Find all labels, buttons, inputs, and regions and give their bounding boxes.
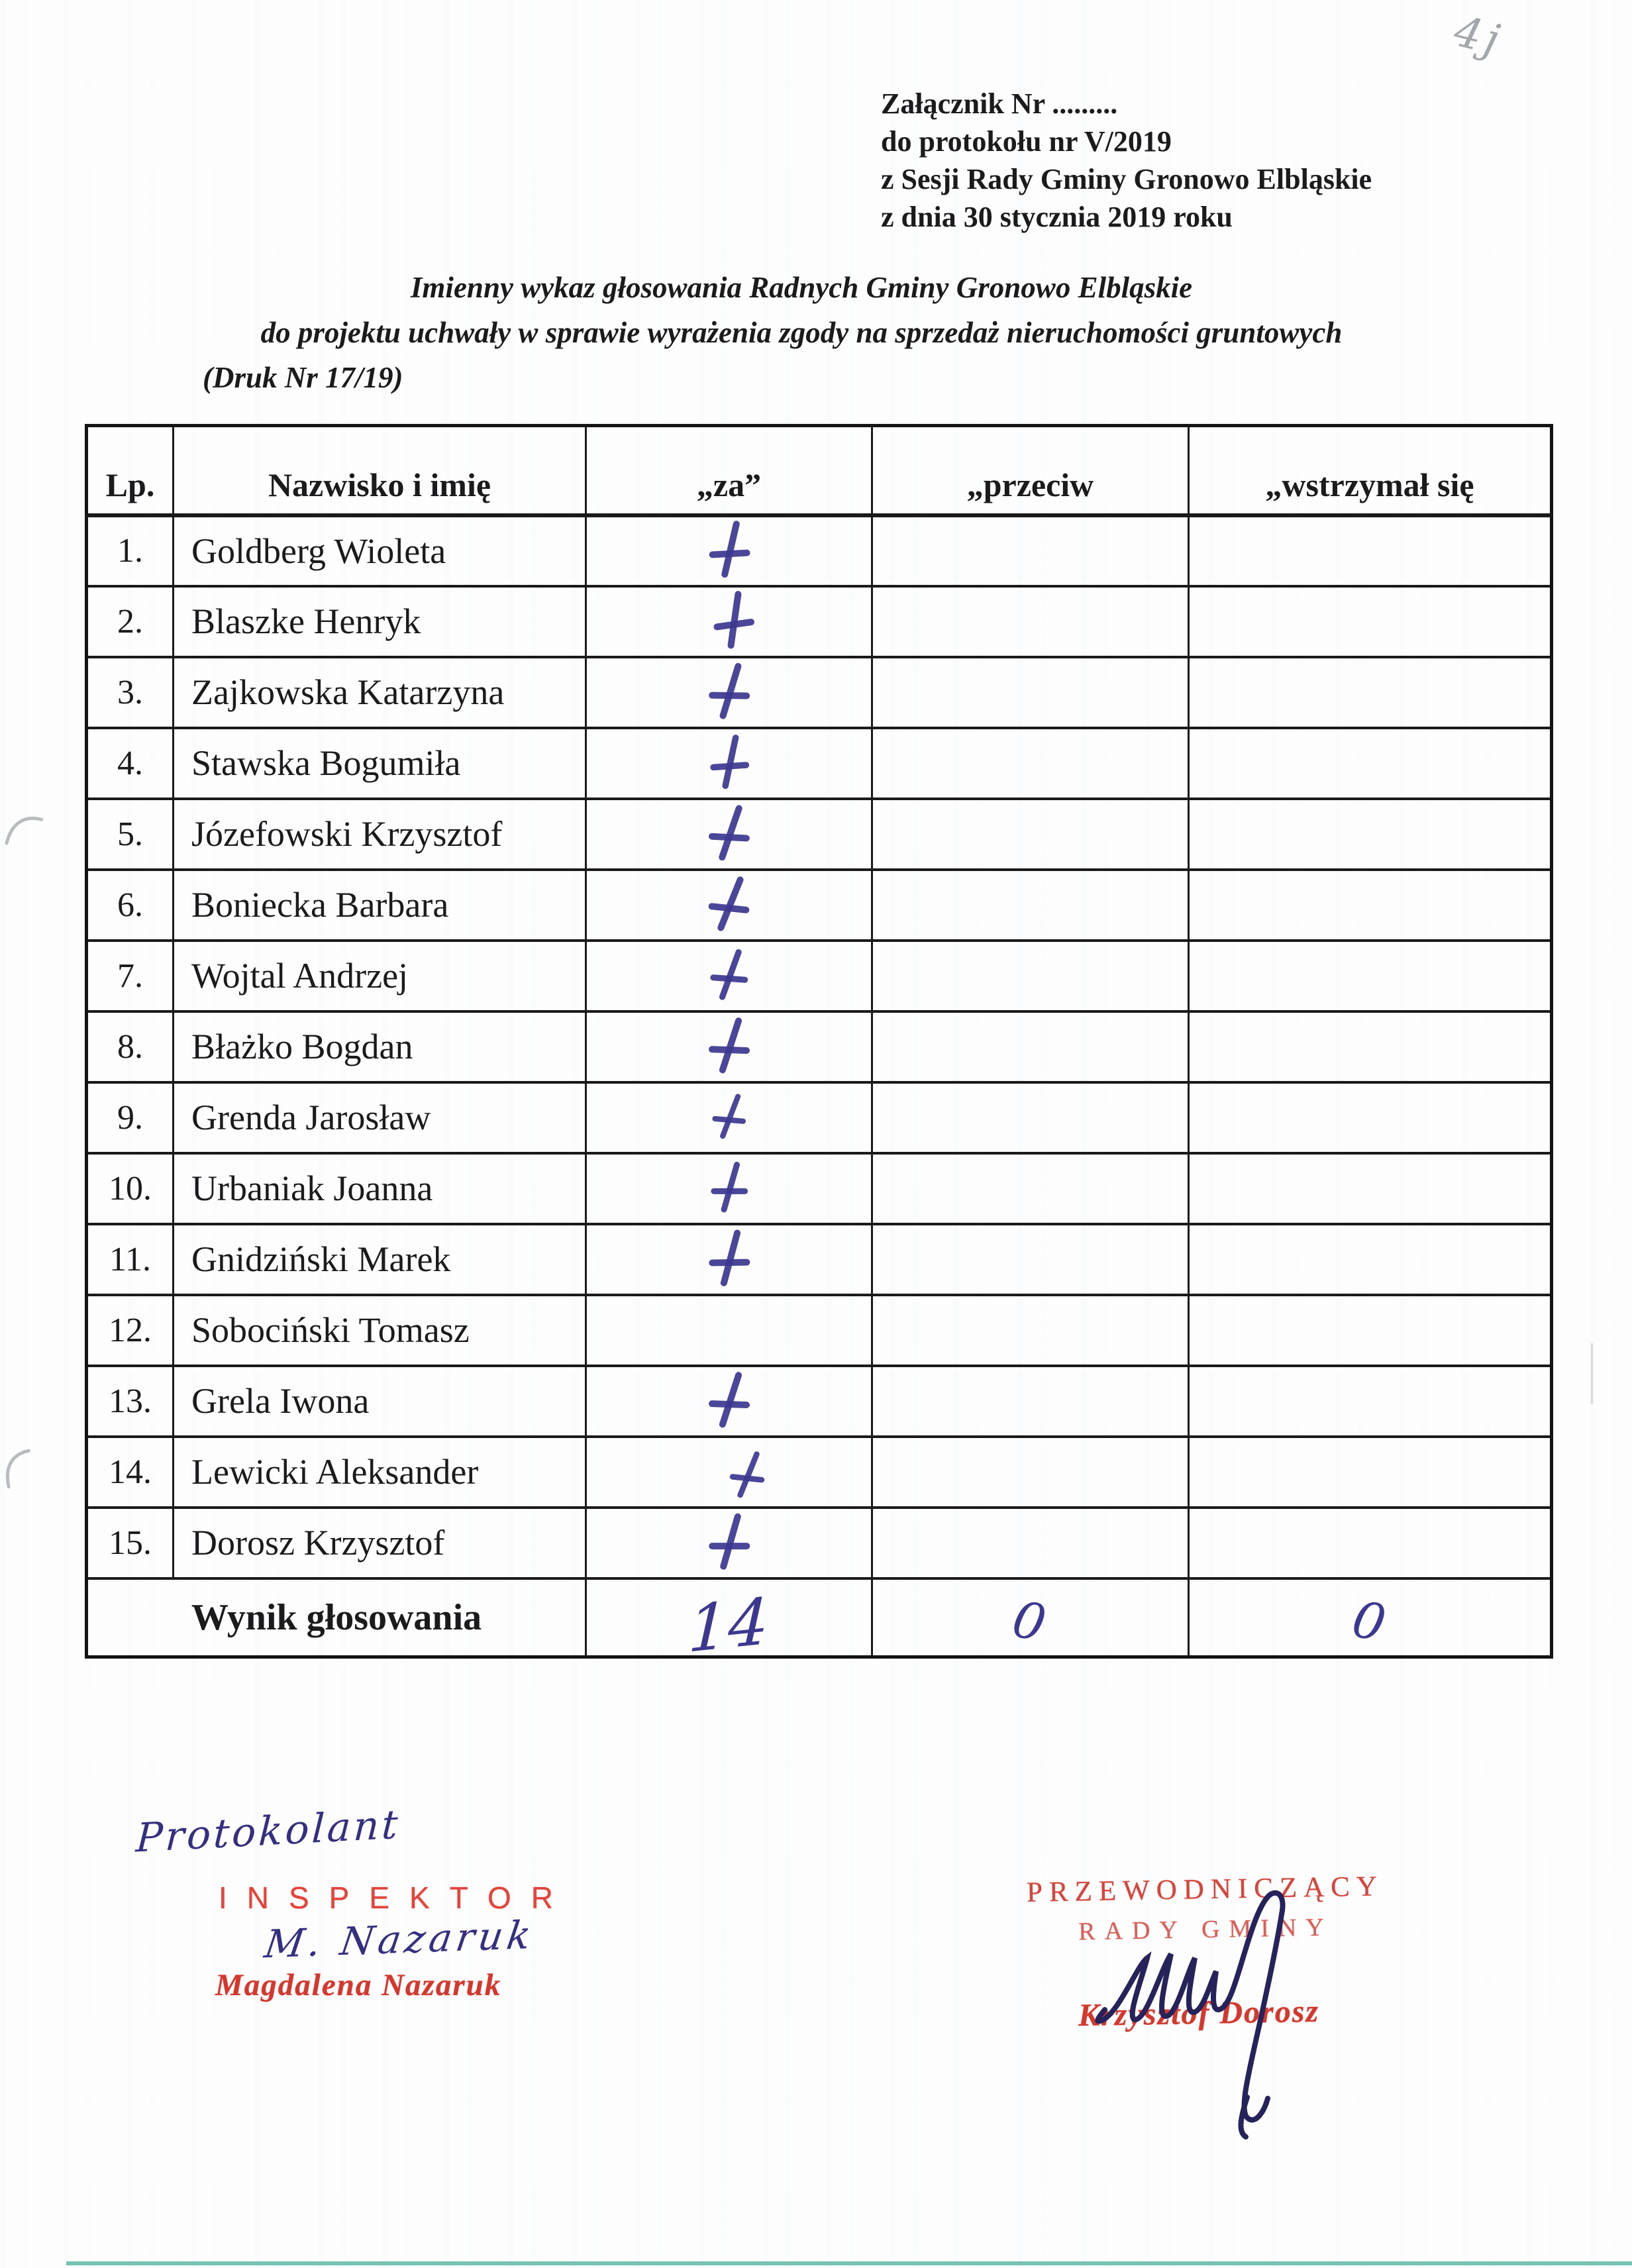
vote-plus-mark-icon — [705, 1225, 753, 1290]
row-name: Grela Iwona — [174, 1366, 586, 1437]
row-name: Grenda Jarosław — [174, 1082, 586, 1153]
table-row — [87, 1011, 1552, 1082]
row-wstrzymal-cell — [1189, 657, 1552, 728]
row-przeciw-cell — [872, 728, 1189, 799]
row-name: Wojtal Andrzej — [174, 941, 586, 1011]
row-przeciw-cell — [872, 586, 1189, 657]
row-za-cell — [586, 941, 872, 1011]
row-wstrzymal-cell — [1189, 941, 1552, 1011]
summary-label-cell — [87, 1578, 586, 1657]
row-name: Stawska Bogumiła — [174, 728, 586, 799]
row-za-cell — [586, 799, 872, 870]
summary-wstrzymal-cell — [1189, 1578, 1552, 1657]
column-header-name: Nazwisko i imię — [174, 426, 586, 515]
table-row — [87, 870, 1552, 941]
row-przeciw-cell — [872, 657, 1189, 728]
row-przeciw-cell — [872, 1437, 1189, 1508]
summary-przeciw-value: 0 — [1007, 1588, 1052, 1653]
row-przeciw-cell — [872, 799, 1189, 870]
vote-plus-mark-icon — [707, 1157, 751, 1215]
row-przeciw-cell — [872, 870, 1189, 941]
summary-row — [87, 1578, 1552, 1657]
row-name: Goldberg Wioleta — [174, 515, 586, 586]
column-header-wstrzymal: „wstrzymał się — [1189, 426, 1552, 515]
row-wstrzymal-cell — [1189, 1295, 1552, 1366]
row-przeciw-cell — [872, 1366, 1189, 1437]
row-number: 6. — [87, 870, 174, 941]
summary-za-cell — [586, 1578, 872, 1667]
row-number: 15. — [87, 1508, 174, 1578]
row-number: 7. — [87, 941, 174, 1011]
vote-plus-mark-icon — [703, 1366, 754, 1432]
row-wstrzymal-cell — [1189, 1437, 1552, 1508]
row-wstrzymal-cell — [1189, 1082, 1552, 1153]
row-wstrzymal-cell — [1189, 870, 1552, 941]
table-header-row — [87, 426, 1552, 515]
row-number: 4. — [87, 728, 174, 799]
vote-plus-mark-icon — [708, 732, 750, 791]
row-name: Urbaniak Joanna — [174, 1153, 586, 1224]
row-name: Sobociński Tomasz — [174, 1295, 586, 1366]
row-za-cell — [586, 1011, 872, 1082]
row-number: 5. — [87, 799, 174, 870]
row-name: Zajkowska Katarzyna — [174, 657, 586, 728]
date-line: z dnia 30 stycznia 2019 roku — [881, 201, 1233, 233]
table-row — [87, 657, 1552, 728]
vote-plus-mark-icon — [706, 517, 752, 580]
row-name: Boniecka Barbara — [174, 870, 586, 941]
vote-plus-mark-icon — [705, 1508, 753, 1573]
row-number: 1. — [87, 515, 174, 586]
pencil-margin-mark — [0, 1443, 48, 1493]
row-number: 12. — [87, 1295, 174, 1366]
row-za-cell — [586, 1224, 872, 1295]
scan-streak-artifact — [1591, 1343, 1593, 1404]
pencil-margin-mark — [1, 810, 48, 849]
row-przeciw-cell — [872, 1508, 1189, 1578]
column-header-lp: Lp. — [87, 426, 174, 515]
row-za-cell — [586, 1437, 872, 1508]
title-line-1: Imienny wykaz głosowania Radnych Gminy Gronowo Elbląskie — [410, 271, 1193, 304]
row-wstrzymal-cell — [1189, 1366, 1552, 1437]
table-row — [87, 799, 1552, 870]
pencil-corner-note: 4j — [1449, 7, 1508, 66]
row-number: 2. — [87, 586, 174, 657]
row-number: 13. — [87, 1366, 174, 1437]
row-number: 8. — [87, 1011, 174, 1082]
summary-label: Wynik głosowania — [191, 1596, 482, 1638]
inspektor-stamp: INSPEKTOR — [219, 1881, 573, 1915]
table-row — [87, 941, 1552, 1011]
table-row — [87, 1295, 1552, 1366]
row-number: 11. — [87, 1224, 174, 1295]
row-za-cell — [586, 657, 872, 728]
chairman-stamp-name: Krzysztof Dorosz — [1078, 1993, 1320, 2034]
row-wstrzymal-cell — [1189, 1011, 1552, 1082]
row-przeciw-cell — [872, 1153, 1189, 1224]
chairman-signature-scribble — [1086, 1880, 1351, 2145]
row-za-cell — [586, 1153, 872, 1224]
row-przeciw-cell — [872, 515, 1189, 586]
row-number: 10. — [87, 1153, 174, 1224]
row-wstrzymal-cell — [1189, 1224, 1552, 1295]
row-przeciw-cell — [872, 1011, 1189, 1082]
summary-za-value: 14 — [687, 1583, 770, 1667]
table-row — [87, 1437, 1552, 1508]
attachment-number-line: Załącznik Nr ......... — [881, 87, 1118, 120]
summary-wstrzymal-value: 0 — [1347, 1588, 1391, 1653]
row-za-cell — [586, 1508, 872, 1578]
row-za-cell — [586, 870, 872, 941]
table-row — [87, 1153, 1552, 1224]
row-wstrzymal-cell — [1189, 1508, 1552, 1578]
vote-plus-mark-icon — [704, 658, 754, 723]
vote-plus-mark-icon — [707, 1088, 751, 1143]
row-wstrzymal-cell — [1189, 515, 1552, 586]
row-za-cell — [586, 515, 872, 586]
table-row — [87, 1366, 1552, 1437]
title-line-3: (Druk Nr 17/19) — [203, 361, 403, 394]
vote-plus-mark-icon — [703, 1011, 754, 1078]
table-row — [87, 1082, 1552, 1153]
row-za-cell — [586, 1295, 872, 1366]
vote-plus-mark-icon — [711, 588, 755, 650]
voting-table — [85, 424, 1553, 1667]
row-za-cell — [586, 1082, 872, 1153]
table-row — [87, 515, 1552, 586]
table-row — [87, 1508, 1552, 1578]
row-number: 14. — [87, 1437, 174, 1508]
table-row — [87, 1224, 1552, 1295]
chairman-stamp-line-1: PRZEWODNICZĄCY — [1026, 1871, 1384, 1908]
row-przeciw-cell — [872, 941, 1189, 1011]
row-name: Błażko Bogdan — [174, 1011, 586, 1082]
row-number: 9. — [87, 1082, 174, 1153]
name-stamp-magdalena-nazaruk: Magdalena Nazaruk — [215, 1968, 502, 2002]
row-name: Lewicki Aleksander — [174, 1437, 586, 1508]
row-przeciw-cell — [872, 1082, 1189, 1153]
handwritten-role-protokolant: Protokolant — [134, 1801, 402, 1862]
handwritten-signature-m-nazaruk: M. Nazaruk — [262, 1912, 538, 1967]
row-name: Gnidziński Marek — [174, 1224, 586, 1295]
row-wstrzymal-cell — [1189, 728, 1552, 799]
session-line: z Sesji Rady Gminy Gronowo Elbląskie — [881, 163, 1372, 195]
table-row — [87, 728, 1552, 799]
row-za-cell — [586, 728, 872, 799]
column-header-za: „za” — [586, 426, 872, 515]
vote-plus-mark-icon — [705, 943, 753, 1005]
row-name: Dorosz Krzysztof — [174, 1508, 586, 1578]
row-wstrzymal-cell — [1189, 586, 1552, 657]
row-przeciw-cell — [872, 1224, 1189, 1295]
column-header-przeciw: „przeciw — [872, 426, 1189, 515]
row-name: Józefowski Krzysztof — [174, 799, 586, 870]
protocol-number-line: do protokołu nr V/2019 — [881, 125, 1172, 158]
row-wstrzymal-cell — [1189, 1153, 1552, 1224]
title-line-2: do projektu uchwały w sprawie wyrażenia zgody na sprzedaż nieruchomości gruntowych — [260, 316, 1343, 349]
row-wstrzymal-cell — [1189, 799, 1552, 870]
row-za-cell — [586, 586, 872, 657]
row-przeciw-cell — [872, 1295, 1189, 1366]
voting-table-body — [87, 515, 1552, 1667]
row-number: 3. — [87, 657, 174, 728]
row-name: Blaszke Henryk — [174, 586, 586, 657]
summary-przeciw-cell — [872, 1578, 1189, 1657]
scan-edge-artifact — [66, 2261, 1632, 2265]
vote-plus-mark-icon — [703, 799, 755, 866]
table-row — [87, 586, 1552, 657]
vote-plus-mark-icon — [724, 1445, 770, 1503]
row-za-cell — [586, 1366, 872, 1437]
chairman-stamp-line-2: RADY GMINY — [1078, 1913, 1334, 1946]
vote-plus-mark-icon — [702, 869, 756, 937]
attachment-header — [881, 85, 1372, 236]
document-title — [185, 265, 1417, 400]
